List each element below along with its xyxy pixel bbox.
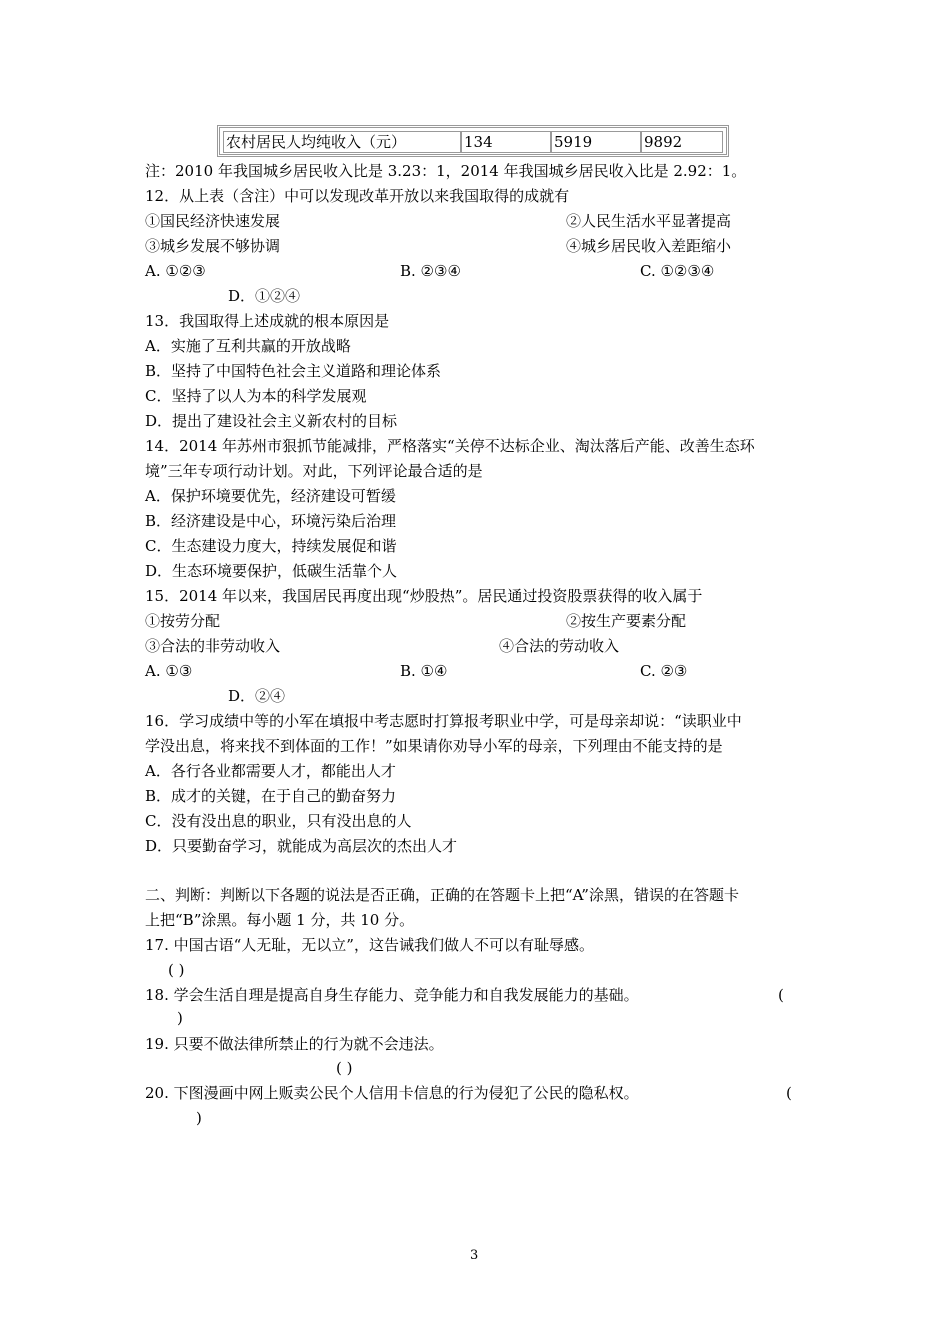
q13-stem: 13．我国取得上述成就的根本原因是: [145, 312, 390, 330]
q18-paren-open: (: [778, 986, 784, 1004]
table-cell-3: 9892: [641, 131, 723, 153]
q15-choice-d: D．②④: [228, 687, 286, 705]
q18-text: 18. 学会生活自理是提高自身生存能力、竞争能力和自我发展能力的基础。: [145, 986, 639, 1004]
q12-choice-b: B. ②③④: [400, 262, 461, 280]
q14-stem-line1: 14．2014 年苏州市狠抓节能减排，严格落实“关停不达标企业、淘汰落后产能、改善生态环: [145, 437, 755, 455]
q12-choice-a: A. ①②③: [145, 262, 206, 280]
q17-answer-parens: ( ): [168, 961, 185, 979]
q17-text: 17. 中国古语“人无耻，无以立”，这告诫我们做人不可以有耻辱感。: [145, 936, 594, 954]
q14-choice-c: C．生态建设力度大，持续发展促和谐: [145, 537, 397, 555]
q20-text: 20. 下图漫画中网上贩卖公民个人信用卡信息的行为侵犯了公民的隐私权。: [145, 1084, 639, 1102]
q14-choice-b: B．经济建设是中心，环境污染后治理: [145, 512, 397, 530]
q13-choice-d: D．提出了建设社会主义新农村的目标: [145, 412, 398, 430]
q19-answer-parens: ( ): [336, 1059, 353, 1077]
q15-option-3: ③合法的非劳动收入: [145, 637, 281, 655]
q12-choice-d: D．①②④: [228, 287, 301, 305]
q15-choice-a: A. ①③: [145, 662, 193, 680]
q12-option-1: ①国民经济快速发展: [145, 212, 281, 230]
table-cell-2: 5919: [551, 131, 641, 153]
q13-choice-a: A．实施了互利共赢的开放战略: [145, 337, 351, 355]
q18-paren-close: ): [177, 1009, 183, 1027]
table-row-label: 农村居民人均纯收入（元）: [223, 131, 461, 153]
section2-instructions-line2: 上把“B”涂黑。每小题 1 分，共 10 分。: [145, 911, 415, 929]
q16-choice-c: C．没有没出息的职业，只有没出息的人: [145, 812, 412, 830]
q13-choice-c: C．坚持了以人为本的科学发展观: [145, 387, 367, 405]
q12-option-3: ③城乡发展不够协调: [145, 237, 281, 255]
q15-option-1: ①按劳分配: [145, 612, 221, 630]
q16-choice-d: D．只要勤奋学习，就能成为高层次的杰出人才: [145, 837, 458, 855]
q14-choice-d: D．生态环境要保护，低碳生活靠个人: [145, 562, 398, 580]
q15-option-2: ②按生产要素分配: [566, 612, 687, 630]
q15-option-4: ④合法的劳动收入: [499, 637, 620, 655]
q19-text: 19. 只要不做法律所禁止的行为就不会违法。: [145, 1035, 444, 1053]
q20-paren-open: (: [786, 1084, 792, 1102]
q14-choice-a: A．保护环境要优先，经济建设可暂缓: [145, 487, 396, 505]
q15-choice-c: C. ②③: [640, 662, 688, 680]
section2-instructions-line1: 二、判断：判断以下各题的说法是否正确，正确的在答题卡上把“A”涂黑，错误的在答题卡: [145, 886, 739, 904]
income-table: [217, 125, 729, 157]
q12-option-4: ④城乡居民收入差距缩小: [566, 237, 732, 255]
q12-option-2: ②人民生活水平显著提高: [566, 212, 732, 230]
q12-choice-c: C. ①②③④: [640, 262, 715, 280]
q15-choice-b: B. ①④: [400, 662, 448, 680]
q14-stem-line2: 境”三年专项行动计划。对此，下列评论最合适的是: [145, 462, 483, 480]
q13-choice-b: B．坚持了中国特色社会主义道路和理论体系: [145, 362, 442, 380]
q16-choice-a: A．各行各业都需要人才，都能出人才: [145, 762, 396, 780]
page-number: 3: [470, 1248, 479, 1263]
q20-paren-close: ): [196, 1109, 202, 1127]
table-note: 注：2010 年我国城乡居民收入比是 3.23：1，2014 年我国城乡居民收入比是 2.92：1。: [145, 162, 747, 180]
q16-stem-line1: 16．学习成绩中等的小军在填报中考志愿时打算报考职业中学，可是母亲却说：“读职业中: [145, 712, 742, 730]
q16-choice-b: B．成才的关键，在于自己的勤奋努力: [145, 787, 397, 805]
q15-stem: 15．2014 年以来，我国居民再度出现“炒股热”。居民通过投资股票获得的收入属于: [145, 587, 703, 605]
table-cell-1: 134: [461, 131, 551, 153]
q16-stem-line2: 学没出息，将来找不到体面的工作！”如果请你劝导小军的母亲，下列理由不能支持的是: [145, 737, 723, 755]
q12-stem: 12．从上表（含注）中可以发现改革开放以来我国取得的成就有: [145, 187, 570, 205]
